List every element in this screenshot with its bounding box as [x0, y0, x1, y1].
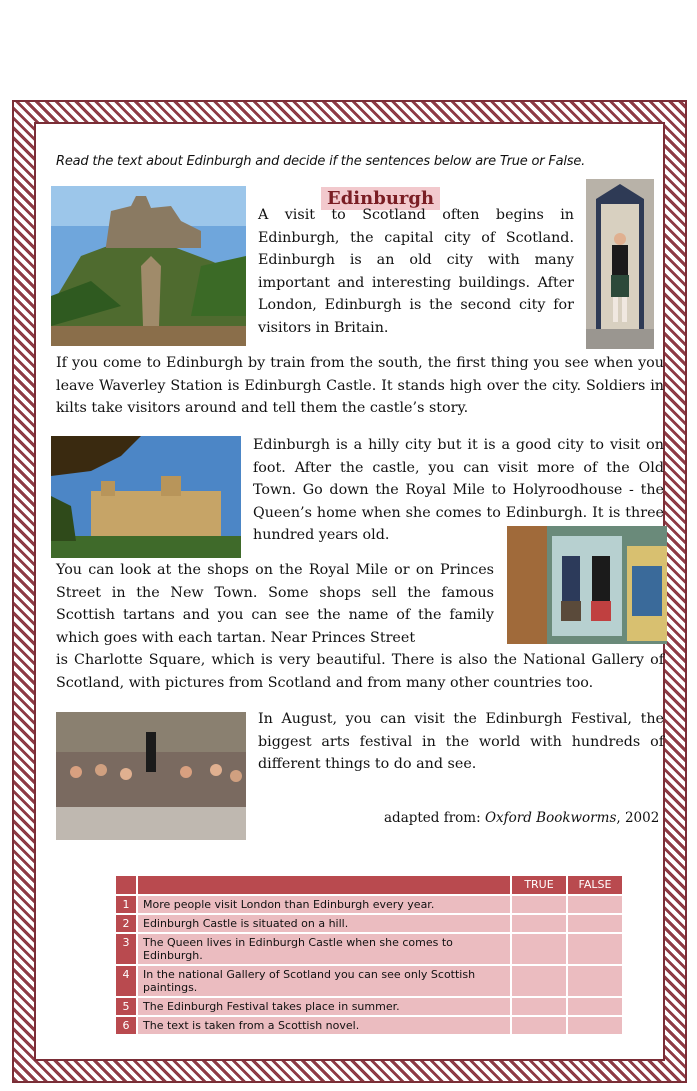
header-false: FALSE	[567, 875, 623, 895]
header-num	[115, 875, 137, 895]
paragraph-festival: In August, you can visit the Edinburgh Festival, the biggest arts festival in the world with hundreds of different things to do and see.	[258, 711, 664, 772]
row-number: 5	[115, 997, 137, 1016]
row-statement: The Edinburgh Festival takes place in summer.	[137, 997, 511, 1016]
header-true: TRUE	[511, 875, 567, 895]
false-answer-box[interactable]	[567, 1016, 623, 1035]
castle-photo	[51, 186, 246, 346]
paragraph-gallery: is Charlotte Square, which is very beautiful. There is also the National Gallery of Scotland, with pictures from Scotland and from many other countries too.	[56, 652, 664, 691]
decorative-border	[12, 100, 687, 1083]
true-answer-box[interactable]	[511, 965, 567, 997]
row-number: 1	[115, 895, 137, 914]
paragraph-intro: A visit to Scotland often begins in Edinburgh, the capital city of Scotland. Edinburgh is an old city with many important and interesting buildings. After London, Edinburgh is the second city for visitors in Britain.	[258, 207, 574, 336]
false-answer-box[interactable]	[567, 965, 623, 997]
table-header-row	[115, 875, 623, 895]
table-row	[115, 914, 623, 933]
row-statement: More people visit London than Edinburgh every year.	[137, 895, 511, 914]
true-answer-box[interactable]	[511, 895, 567, 914]
tartan-shop-photo	[507, 526, 667, 644]
soldier-photo	[586, 179, 654, 349]
row-statement: The Queen lives in Edinburgh Castle when she comes to Edinburgh.	[137, 933, 511, 965]
row-statement: In the national Gallery of Scotland you can see only Scottish paintings.	[137, 965, 511, 997]
table-row	[115, 1016, 623, 1035]
table-row	[115, 933, 623, 965]
row-number: 6	[115, 1016, 137, 1035]
credit-prefix: adapted from:	[384, 810, 485, 826]
true-answer-box[interactable]	[511, 914, 567, 933]
row-statement: The text is taken from a Scottish novel.	[137, 1016, 511, 1035]
worksheet-page	[34, 122, 665, 1061]
true-answer-box[interactable]	[511, 1016, 567, 1035]
row-statement: Edinburgh Castle is situated on a hill.	[137, 914, 511, 933]
row-number: 3	[115, 933, 137, 965]
row-number: 4	[115, 965, 137, 997]
table-row	[115, 997, 623, 1016]
credit-year: , 2002	[616, 810, 660, 826]
holyroodhouse-photo	[51, 436, 241, 558]
paragraph-station: If you come to Edinburgh by train from the south, the first thing you see when you leave Waverley Station is Edinburgh Castle. It stands high over the city. Soldiers in kilts take visitors around and tell them the castle’s story.	[56, 355, 664, 416]
festival-photo	[56, 712, 246, 840]
header-statement	[137, 875, 511, 895]
true-answer-box[interactable]	[511, 997, 567, 1016]
table-row	[115, 895, 623, 914]
paragraph-old-town: Edinburgh is a hilly city but it is a good city to visit on foot. After the castle, you can visit more of the Old Town. Go down the Royal Mile to Holyroodhouse - the Queen’s home when she comes to Edinburgh. It is three hundred years old.	[253, 437, 664, 543]
source-credit	[384, 810, 659, 826]
credit-source: Oxford Bookworms	[484, 810, 617, 826]
false-answer-box[interactable]	[567, 895, 623, 914]
false-answer-box[interactable]	[567, 914, 623, 933]
true-answer-box[interactable]	[511, 933, 567, 965]
table-row	[115, 965, 623, 997]
page-title: Edinburgh	[321, 187, 440, 210]
row-number: 2	[115, 914, 137, 933]
paragraph-shops: You can look at the shops on the Royal Mile or on Princes Street in the New Town. Some shops sell the famous Scottish tartans and you can see the name of the family which goes with each tartan. Near Princes Street	[56, 562, 494, 646]
instructions: Read the text about Edinburgh and decide if the sentences below are True or False.	[56, 154, 586, 169]
false-answer-box[interactable]	[567, 997, 623, 1016]
false-answer-box[interactable]	[567, 933, 623, 965]
true-false-table	[114, 874, 624, 1036]
